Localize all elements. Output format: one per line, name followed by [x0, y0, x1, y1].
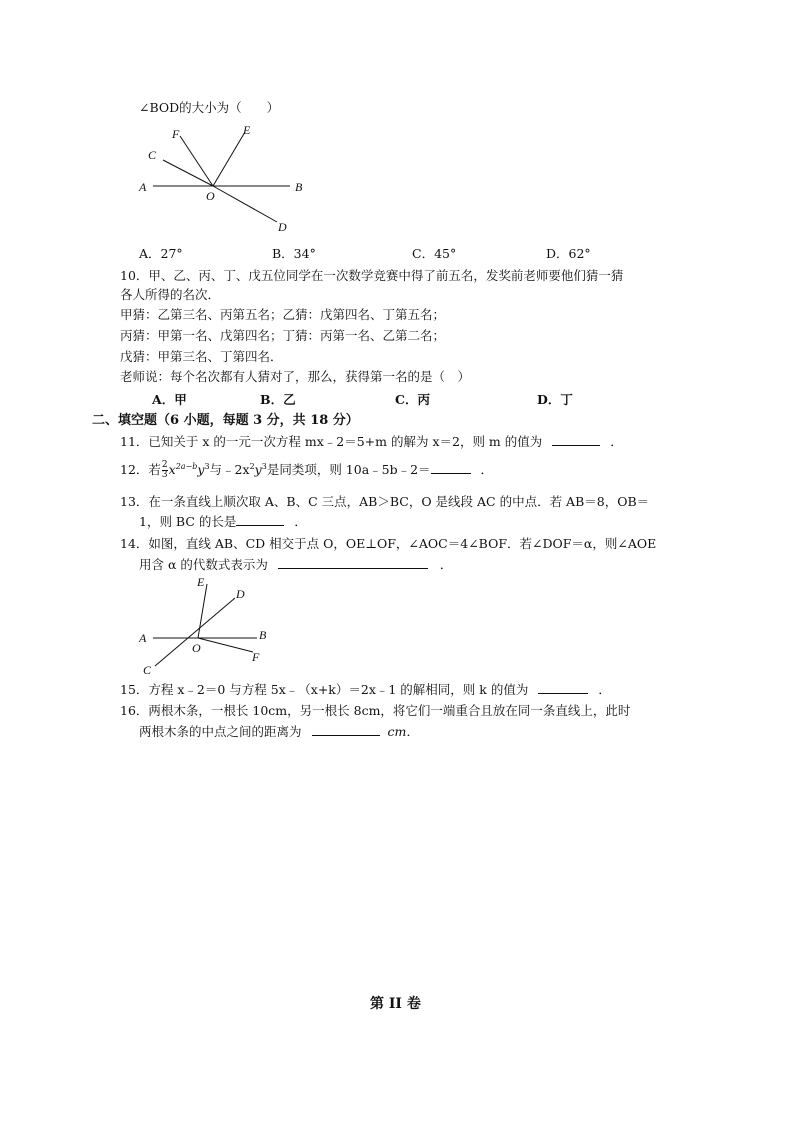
q16-answer-blank[interactable] [312, 723, 380, 736]
q10-line-1: 10．甲、乙、丙、丁、戊五位同学在一次数学竞赛中得了前五名，发奖前老师要他们猜一猜 [120, 268, 624, 283]
q9-option-d: D．62° [546, 246, 591, 261]
q16-line-1: 16．两根木条，一根长 10cm，另一根长 8cm，将它们一端重合且放在同一条直线上，此时 [120, 703, 631, 718]
q12-frac-num: 2 [161, 460, 168, 471]
q15-text: 15．方程 x﹣2＝0 与方程 5x﹣（x+k）＝2x﹣1 的解相同，则 k 的值为 [120, 682, 529, 697]
q10-option-b: B．乙 [260, 392, 296, 407]
q12-term2-xexp: 2 [249, 462, 255, 471]
q15-answer-blank[interactable] [538, 681, 588, 694]
q12-term2-yexp: 3 [261, 462, 267, 471]
q12 [120, 458, 493, 480]
q15-end: ． [598, 682, 611, 697]
q10-line-2: 各人所得的名次． [120, 287, 221, 302]
q9-option-a: A．27° [139, 246, 183, 261]
q12-term1-yexp: 3 [204, 462, 210, 471]
q12-frac-den: 3 [161, 470, 168, 481]
q14-label-b: B [259, 628, 267, 642]
q9-label-d: D [278, 220, 287, 234]
q9-label-f: F [172, 127, 180, 141]
q12-end: ． [480, 462, 494, 478]
q14-label-e: E [197, 575, 205, 589]
q12-suffix: 是同类项，则 10a﹣5b﹣2＝ [266, 462, 431, 478]
q15 [120, 681, 611, 698]
q10-line-4: 丙猜：甲第一名、戊第四名；丁猜：丙第一名、乙第二名； [120, 328, 446, 343]
q13-end: ． [294, 514, 307, 529]
q13-line-1: 13．在一条直线上顺次取 A、B、C 三点，AB＞BC，O 是线段 AC 的中点．若 AB＝8，OB＝ [120, 494, 650, 509]
q9-label-a: A [139, 180, 147, 194]
q14-label-d: D [236, 587, 245, 601]
q11 [120, 433, 623, 450]
q11-end: ． [610, 434, 623, 449]
q11-text: 11．已知关于 x 的一元一次方程 mx﹣2＝5+m 的解为 x＝2，则 m 的值为 [120, 434, 543, 449]
q9-ray-oe [213, 132, 245, 186]
q9-stem: ∠BOD的大小为（ ） [139, 100, 280, 115]
q9-label-b: B [295, 180, 303, 194]
q10-line-5: 戊猜：甲第三名、丁第四名． [120, 349, 283, 364]
q14-label-o: O [192, 641, 201, 655]
q14-ray-oe [198, 584, 207, 638]
q13-line-2 [139, 513, 307, 530]
q14-label-f: F [252, 650, 260, 664]
q14-end: ． [439, 557, 453, 572]
q16-line-2 [139, 723, 419, 740]
q12-term2-y: y [254, 462, 262, 478]
q16-line2-text: 两根木条的中点之间的距离为 [139, 724, 302, 739]
q14-line-cd [155, 598, 235, 666]
q12-term1-x: x [168, 462, 176, 478]
q10-option-a: A．甲 [152, 392, 187, 407]
q12-prefix: 12．若 [120, 462, 161, 478]
q14-figure [135, 574, 285, 680]
q10-option-c: C．丙 [395, 392, 430, 407]
q11-answer-blank[interactable] [552, 433, 600, 446]
q9-ray-od [213, 186, 277, 222]
section-title: 二、填空题（6 小题，每题 3 分，共 18 分） [92, 413, 359, 428]
q14-label-a: A [139, 631, 147, 645]
q13-line2-text: 1，则 BC 的长是 [139, 514, 237, 529]
q10-option-d: D．丁 [537, 392, 573, 407]
q13-answer-blank[interactable] [236, 513, 284, 526]
q10-line-6: 老师说：每个名次都有人猜对了，那么，获得第一名的是（ ） [120, 369, 471, 384]
q9-label-c: C [148, 148, 157, 162]
q14-label-c: C [143, 663, 152, 677]
q14-line-1: 14．如图，直线 AB、CD 相交于点 O，OE⊥OF，∠AOC＝4∠BOF．若∠DOF＝α，则∠AOE [120, 536, 657, 551]
q9-option-b: B．34° [272, 246, 316, 261]
q12-term1-y: y [197, 462, 205, 478]
q9-label-e: E [243, 123, 251, 137]
q14-ray-of [198, 638, 253, 652]
q9-label-o: O [206, 189, 215, 203]
q12-answer-blank[interactable] [431, 461, 471, 474]
q12-middle: 与﹣2x [209, 462, 250, 478]
q10-line-3: 甲猜：乙第三名、丙第五名；乙猜：戊第四名、丁第五名； [120, 307, 446, 322]
q14-answer-blank[interactable] [278, 556, 428, 569]
q9-figure [135, 118, 315, 238]
q16-end: cm． [387, 724, 419, 739]
q12-term1-xexp: 2a−b [175, 462, 198, 471]
q14-line2-text: 用含 α 的代数式表示为 [139, 557, 268, 572]
q9-option-c: C．45° [412, 246, 457, 261]
q9-ray-of [180, 136, 213, 186]
q9-ray-oc [163, 160, 213, 186]
q14-line-2 [139, 556, 452, 573]
volume-heading: 第 II 卷 [370, 996, 421, 1012]
q12-fraction [162, 461, 168, 480]
